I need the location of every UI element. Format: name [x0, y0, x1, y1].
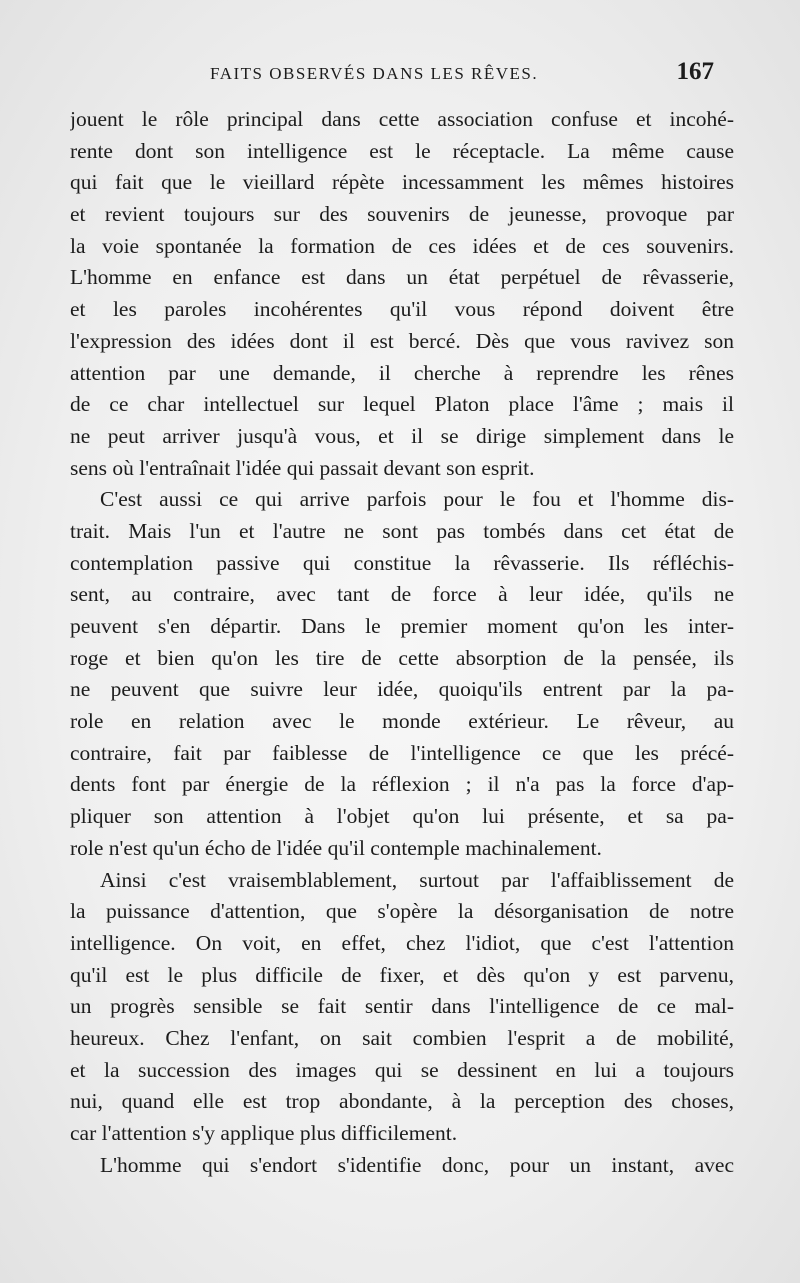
text-line: trait. Mais l'un et l'autre ne sont pas tombés dans cet état de: [70, 518, 734, 543]
text-line: peuvent s'en départir. Dans le premier moment qu'on les inter-: [70, 614, 734, 638]
text-line: un progrès sensible se fait sentir dans l'intelligence de ce mal-: [70, 994, 734, 1019]
text-line: sens où l'entraînait l'idée qui passait devant son esprit.: [70, 455, 535, 480]
page-header: [70, 58, 730, 92]
text-line: C'est aussi ce qui arrive parfois pour le fou et l'homme dis-: [100, 487, 734, 512]
text-line: jouent le rôle principal dans cette association confuse et incohé-: [70, 107, 734, 131]
body-text: [70, 104, 734, 1181]
page-number: 167: [676, 58, 714, 85]
text-line: dents font par énergie de la réflexion ; il n'a pas la force d'ap-: [70, 772, 734, 797]
text-line: heureux. Chez l'enfant, on sait combien l'esprit a de mobilité,: [70, 1025, 734, 1050]
text-line: intelligence. On voit, en effet, chez l'idiot, que c'est l'attention: [70, 930, 734, 955]
text-line: sent, au contraire, avec tant de force à leur idée, qu'ils ne: [70, 582, 734, 607]
text-line: L'homme en enfance est dans un état perpétuel de rêvasserie,: [70, 265, 734, 290]
text-line: et revient toujours sur des souvenirs de jeunesse, provoque par: [70, 202, 734, 227]
text-line: la voie spontanée la formation de ces idées et de ces souvenirs.: [70, 233, 734, 258]
text-line: et la succession des images qui se dessinent en lui a toujours: [70, 1057, 734, 1082]
text-line: contemplation passive qui constitue la rêvasserie. Ils réfléchis-: [70, 550, 734, 575]
text-line: rente dont son intelligence est le réceptacle. La même cause: [70, 138, 734, 163]
text-line: pliquer son attention à l'objet qu'on lui présente, et sa pa-: [70, 804, 734, 829]
text-line: l'expression des idées dont il est bercé. Dès que vous ravivez son: [70, 328, 734, 353]
text-line: L'homme qui s'endort s'identifie donc, pour un instant, avec: [100, 1152, 734, 1177]
text-line: car l'attention s'y applique plus difficilement.: [70, 1121, 458, 1145]
text-line: contraire, fait par faiblesse de l'intelligence ce que les précé-: [70, 740, 734, 765]
text-line: role n'est qu'un écho de l'idée qu'il contemple machinalement.: [70, 835, 602, 860]
text-line: nui, quand elle est trop abondante, à la perception des choses,: [70, 1089, 734, 1114]
text-line: qu'il est le plus difficile de fixer, et dès qu'on y est parvenu,: [70, 962, 734, 987]
running-title: FAITS OBSERVÉS DANS LES RÊVES.: [210, 64, 539, 83]
text-line: ne peuvent que suivre leur idée, quoiqu'ils entrent par la pa-: [70, 677, 734, 702]
text-line: role en relation avec le monde extérieur. Le rêveur, au: [70, 709, 734, 734]
text-line: de ce char intellectuel sur lequel Platon place l'âme ; mais il: [70, 392, 734, 417]
text-line: ne peut arriver jusqu'à vous, et il se dirige simplement dans le: [70, 423, 734, 448]
text-line: et les paroles incohérentes qu'il vous répond doivent être: [70, 297, 734, 322]
text-line: la puissance d'attention, que s'opère la désorganisation de notre: [70, 899, 734, 924]
text-line: Ainsi c'est vraisemblablement, surtout par l'affaiblissement de: [100, 867, 734, 892]
text-line: roge et bien qu'on les tire de cette absorption de la pensée, ils: [70, 645, 734, 670]
text-line: qui fait que le vieillard répète incessamment les mêmes histoires: [70, 170, 734, 195]
text-line: attention par une demande, il cherche à reprendre les rênes: [70, 360, 734, 385]
